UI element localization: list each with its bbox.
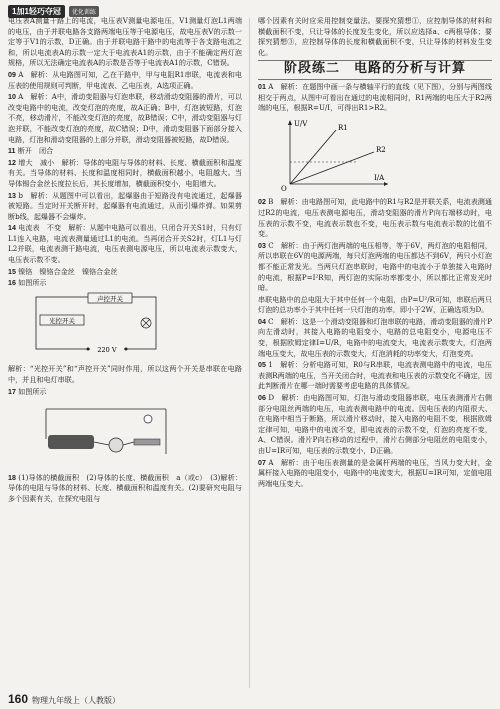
continued-paragraph: 哪个因素有关时应采用控制变量法。要探究猜想①，应控制导体的材料和横截面积不变，只让导体的长度发生变化，所以应选择a、c两根导体；要探究猜想③，应控制导体的长度和横截面积不变，只让导体的材料发生变化。 <box>258 16 492 57</box>
left-column <box>8 16 242 506</box>
answer-r07: 07 A 解析：由于电压表测量的是金属杆两端的电压，当风力变大时，金属杆接入电路的电阻变小，电路中的电流变大，根据U=IR可知，定值电阻两端电压变大。 <box>258 457 492 488</box>
answer-17-text: 如图所示 <box>18 386 47 396</box>
r2-label: R2 <box>376 145 386 154</box>
apparatus-photo-17 <box>26 399 176 467</box>
answer-r05: 05 1 解析：分析电路可知，R0与R串联，电流表测电路中的电流，电压表测R两端的电压，当开关闭合时，电流表和电压表的示数变化不确定，因此判断滑片在哪一端时需要考虑电路的具体情况。 <box>258 360 492 391</box>
page-number: 160 <box>8 692 29 706</box>
answer-13: 13 b 解析：从题图中可以看出，起爆器由于短路没有电流通过，起爆器被短路。当定时开关断开时，起爆器有电流通过，从而引爆炸弹。如果剪断b线，起爆器不会爆炸。 <box>8 190 242 221</box>
brand-logo: 1加1轻巧夺冠 <box>8 5 65 18</box>
answer-r05-text: 1 解析：分析电路可知，R0与R串联，电流表测电路中的电流，电压表测R两端的电压，当开关闭合时，电流表和电压表的示数变化不确定，因此判断滑片在哪一端时需要考虑电路的具体情况。 <box>258 360 492 391</box>
answer-15-text: 镍铬 镍铬合金丝 镍铬合金丝 <box>18 266 118 276</box>
answer-r02: 02 B 解析：由电路图可知，此电路中的R1与R2是并联关系，电流表测通过R2的电流，电压表测电源电压，滑动变阻器的滑片P向右端移动时，电压表的示数不变，电流表示数也不变，电压表示数与电流表示数的比值不变。 <box>258 197 492 239</box>
answer-r04: 04 C 解析：这是一个滑动变阻器和灯泡串联的电路，滑动变阻器的滑片P向左滑动时，其接入电路的电阻变小，电路的总电阻变小，电源电压不变，根据欧姆定律I=U/R，电路中的电流变大，电流表示数变大，灯泡两端电压变大，故电压表的示数变大，灯泡消耗的功率变大，灯泡变亮。 <box>258 316 492 358</box>
answer-r07-text: A 解析：由于电压表测量的是金属杆两端的电压，当风力变大时，金属杆接入电路的电阻变小，电路中的电流变大，根据U=IR可知，定值电阻两端电压变大。 <box>258 457 492 488</box>
rheostat-symbol <box>134 439 160 445</box>
answer-r03-text: C 解析：由于两灯泡两端的电压相等，等于6V，两灯泡的电阻相同，所以串联在6V的电源两端，每只灯泡两端的电压都达不到6V，两只小灯泡都不能正常发光。当两只灯泡串联时，电路中的电流小于单独接入电路时的电流，根据P=I²R知，两灯泡的实际功率都变小，所以都比正常发光时暗。 <box>258 240 492 293</box>
answer-17: 17 如图所示 <box>8 386 47 396</box>
answer-13-text: b 解析：从题图中可以看出，起爆器由于短路没有电流通过，起爆器被短路。当定时开关断开时，起爆器有电流通过，从而引爆炸弹。如果剪断b线，起爆器不会爆炸。 <box>8 190 242 221</box>
light-switch-label: 光控开关 <box>49 316 75 325</box>
book-title: 物理九年级上（人教版） <box>32 696 121 705</box>
answer-r06-text: D 解析：由电路图可知，灯泡与滑动变阻器串联，电压表测滑片右侧部分电阻丝两端的电压，电流表测电路中的电流。因电压表的内阻很大、在电路中相当于断路，所以滑片移动时，接入电路的电阻不变，根据欧姆定律可知，电路中的电流不变，即电流表的示数不变，灯泡的亮度不变，A、C错误。滑片P向右移动的过程中，滑片右侧部分电阻丝的电阻变小，由U=IR可知，电压表的示数变小，D正确。 <box>258 393 492 455</box>
answer-11: 11 断开 闭合 <box>8 146 54 156</box>
page-footer <box>8 692 120 706</box>
answer-16-note: 解析：“光控开关”和“声控开关”同时作用，所以这两个开关是串联在电路中，并且和电灯串联。 <box>8 364 242 385</box>
answer-r01: 01 A 解析：在题图中画一条与横轴平行的直线（见下图），分别与两图线相交于两点，从图中可看出在通过的电流相同时，R1两端的电压大于R2两端的电压，根据R=U/I，可得出R1>R2。 <box>258 81 492 113</box>
answer-14: 14 电流表 不变 解析：从题中电路可以看出，只闭合开关S1时，只有灯L1连入电路，电流表测量通过L1的电流。当再闭合开关S2时，灯L1与灯L2并联，电流表测干路电流，电压表测电源电压，所以电流表示数变大，电压表示数不变。 <box>8 223 242 265</box>
intro-paragraph: 电压表A测量干路上的电流，电压表V测量电源电压，V1测量灯泡L1两端的电压，由于并联电路各支路两端电压等于电源电压，故电压表V的示数一定等于V1的示数，D正确。由于并联电路干路中的电流等于各支路电流之和，所以电流表A的示数一定大于电流表A1的示数，由于不能确定两灯泡规格，所以无法确定电流表A的示数是否等于电流表A1的示数，C错误。 <box>8 16 242 68</box>
right-column <box>258 16 492 490</box>
circuit-diagram-16 <box>26 291 176 359</box>
series-badge: 优化训练 <box>69 6 99 17</box>
circuit-figure-17 <box>26 399 242 471</box>
answer-09: 09 A 解析：从电路图可知，乙在干路中，甲与电阻R1串联，电流表和电压表的使用规则可判断，甲电流表、乙电压表，A选项正确。 <box>8 69 242 90</box>
sound-switch-label: 声控开关 <box>97 294 123 303</box>
answer-10: 10 A 解析：A中，滑动变阻器与灯泡串联，移动滑动变阻器的滑片，可以改变电路中的电流，改变灯泡的亮度，故A正确；B中，灯泡被短路，灯泡不亮，移动滑片，不能改变灯泡的亮度，故B错误；C中，滑动变阻器与灯泡并联，不能改变灯泡的亮度，故C错误；D中，滑动变阻器下面部分接入电路，灯泡和滑动变阻器的上部分并联，滑动变阻器被短路，故D错误。 <box>8 92 242 144</box>
answer-r01-text: A 解析：在题图中画一条与横轴平行的直线（见下图），分别与两图线相交于两点，从图中可看出在通过的电流相同时，R1两端的电压大于R2两端的电压，根据R=U/I，可得出R1>R2。 <box>258 81 492 113</box>
answer-r03b: 串联电路中的总电阻大于其中任何一个电阻，由P=U²/R可知，串联后两只灯泡的总功率小于其中任何一只灯泡的功率，即小于2W，正确选项为D。 <box>258 294 492 315</box>
section-title: 阶段练二 电路的分析与计算 <box>283 61 466 77</box>
ui-graph <box>276 116 396 192</box>
answer-r04-text: C 解析：这是一个滑动变阻器和灯泡串联的电路，滑动变阻器的滑片P向左滑动时，其接入电路的电阻变小，电路的总电阻变小，电源电压不变，根据欧姆定律I=U/R，电路中的电流变大，电流表示数变大，灯泡两端电压变大，故电压表的示数变大，灯泡消耗的功率变大，灯泡变亮。 <box>258 316 492 358</box>
answer-18: 18 (1)导体的横截面积 (2)导体的长度、横截面积 a（或c） (3)解析：导体的电阻与导体的材料、长度、横截面积和温度有关。(2)要研究电阻与多个因素有关，在探究电阻与 <box>8 472 242 503</box>
answer-11-text: 断开 闭合 <box>17 146 54 156</box>
battery-pack <box>48 435 94 449</box>
answer-12-text: 增大 减小 解析：导体的电阻与导体的材料、长度、横截面积和温度有关。当导体的材料、长度和温度相同时，横截面积越小，电阻越大。当导体锡合金丝长度拉长后，其长度增加，横截面积变小，电阻增大。 <box>8 157 242 188</box>
r1-label: R1 <box>338 123 348 132</box>
answer-r02-text: B 解析：由电路图可知，此电路中的R1与R2是并联关系，电流表测通过R2的电流，电压表测电源电压，滑动变阻器的滑片P向右端移动时，电压表的示数不变，电流表示数也不变，电压表示数与电流表示数的比值不变。 <box>258 197 492 239</box>
answer-14-text: 电流表 不变 解析：从题中电路可以看出，只闭合开关S1时，只有灯L1连入电路，电流表测量通过L1的电流。当再闭合开关S2时，灯L1与灯L2并联，电流表测干路电流，电压表测电源电压，所以电流表示数变大，电压表示数不变。 <box>8 223 242 265</box>
answer-18-text: (1)导体的横截面积 (2)导体的长度、横截面积 a（或c） (3)解析：导体的电阻与导体的材料、长度、横截面积和温度有关。(2)要研究电阻与多个因素有关，在探究电阻与 <box>8 472 242 503</box>
column-divider <box>249 18 250 688</box>
x-axis-label: I/A <box>374 173 385 182</box>
answer-12: 12 增大 减小 解析：导体的电阻与导体的材料、长度、横截面积和温度有关。当导体的材料、长度和温度相同时，横截面积越小，电阻越大。当导体锡合金丝长度拉长后，其长度增加，横截面积变小，电阻增大。 <box>8 157 242 188</box>
circuit-figure-16 <box>26 291 242 363</box>
line-r2 <box>290 152 374 184</box>
meter-symbol <box>109 438 123 452</box>
bulb-symbol <box>144 415 152 423</box>
answer-16-text: 如图所示 <box>18 278 47 288</box>
answer-16: 16 如图所示 <box>8 278 47 288</box>
answer-10-text: A 解析：A中，滑动变阻器与灯泡串联，移动滑动变阻器的滑片，可以改变电路中的电流，改变灯泡的亮度，故A正确；B中，灯泡被短路，灯泡不亮，移动滑片，不能改变灯泡的亮度，故B错误；C中，滑动变阻器与灯泡并联，不能改变灯泡的亮度，故C错误；D中，滑动变阻器下面部分接入电路，灯泡和滑动变阻器的上部分并联，滑动变阻器被短路，故D错误。 <box>8 92 242 144</box>
ui-graph-figure <box>276 116 492 196</box>
answer-09-text: A 解析：从电路图可知，乙在干路中，甲与电阻R1串联，电流表和电压表的使用规则可判断，甲电流表、乙电压表，A选项正确。 <box>8 69 242 90</box>
answer-r03: 03 C 解析：由于两灯泡两端的电压相等，等于6V，两灯泡的电阻相同，所以串联在6V的电源两端，每只灯泡两端的电压都达不到6V，两只小灯泡都不能正常发光。当两只灯泡串联时，电路中的电流小于单独接入电路时的电流，根据P=I²R知，两灯泡的实际功率都变小，所以都比正常发光时暗。 <box>258 240 492 293</box>
y-axis-label: U/V <box>294 119 308 128</box>
source-voltage-label: 220 V <box>97 345 117 354</box>
line-r1 <box>290 130 336 184</box>
answer-15: 15 镍铬 镍铬合金丝 镍铬合金丝 <box>8 266 118 276</box>
answer-r06: 06 D 解析：由电路图可知，灯泡与滑动变阻器串联，电压表测滑片右侧部分电阻丝两端的电压，电流表测电路中的电流。因电压表的内阻很大、在电路中相当于断路，所以滑片移动时，接入电路的电阻不变，根据欧姆定律可知，电路中的电流不变，即电流表的示数不变，灯泡的亮度不变，A、C错误。滑片P向右移动的过程中，滑片右侧部分电阻丝的电阻变小，由U=IR可知，电压表的示数变小，D正确。 <box>258 393 492 455</box>
origin-label: O <box>281 184 287 192</box>
